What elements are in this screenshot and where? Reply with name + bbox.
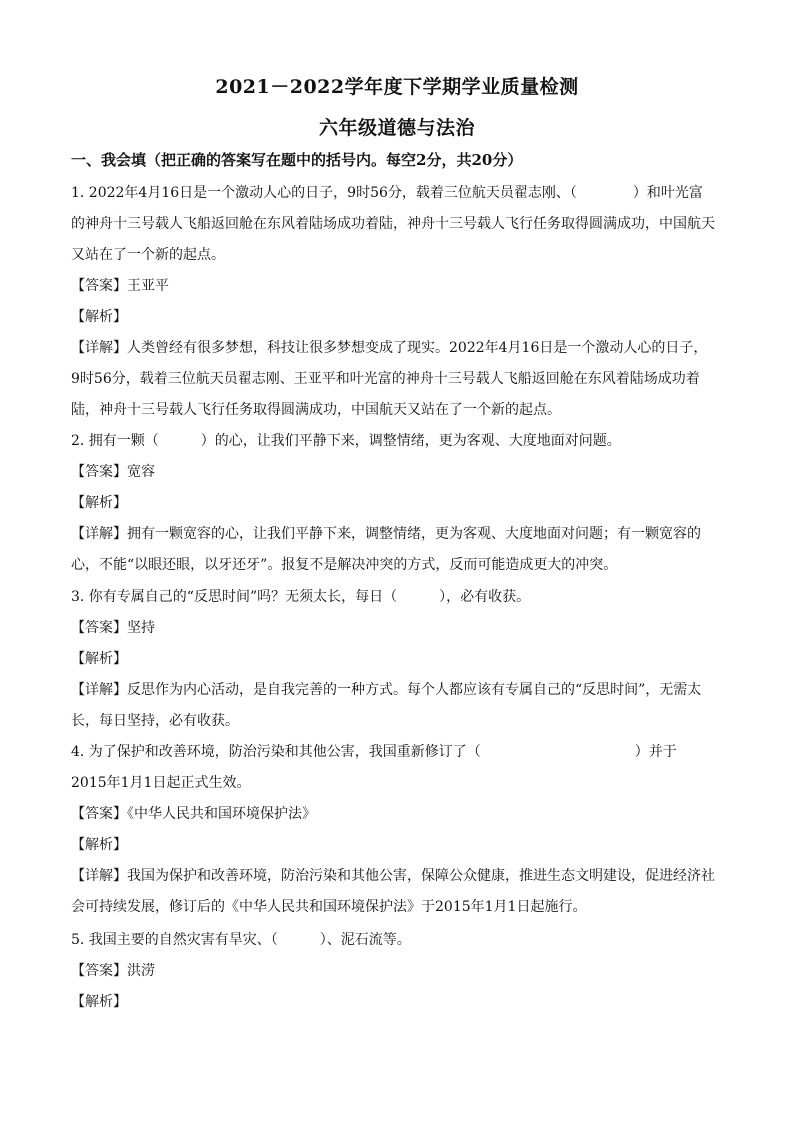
detail-tag: 【详解】 [71,340,127,356]
q1-detail-line-3: 陆，神舟十三号载人飞行任务取得圆满成功，中国航天又站在了一个新的起点。 [71,402,561,418]
answer-tag: 【答案】 [71,806,127,822]
q2-line-1: 2. 拥有一颗（ ）的心，让我们平静下来，调整情绪，更为客观、大度地面对问题。 [71,433,621,449]
q4-detail-line-2: 会可持续发展，修订后的《中华人民共和国环境保护法》于2015年1月1日起施行。 [71,899,587,915]
detail-tag: 【详解】 [71,868,127,884]
q2-analysis-tag: 【解析】 [71,495,127,511]
q4-line-1: 4. 为了保护和改善环境，防治污染和其他公害，我国重新修订了（ ）并于 [71,744,677,760]
detail-text: 反思作为内心活动，是自我完善的一种方式。每个人都应该有专属自己的“反思时间”，无需太 [127,682,702,698]
detail-tag: 【详解】 [71,526,127,542]
q1-analysis-tag: 【解析】 [71,309,127,325]
q5-answer [71,956,721,987]
q2-detail-line-1 [71,519,721,550]
answer-text: 洪涝 [127,963,155,979]
q1-detail-line-2: 9时56分，载着三位航天员翟志刚、王亚平和叶光富的神舟十三号载人飞船返回舱在东风着陆场成功着 [71,371,700,387]
answer-text: 坚持 [127,620,155,636]
section-heading: 一、我会填（把正确的答案写在题中的括号内。每空2分，共20分） [71,151,523,169]
q4-detail-line-1 [71,861,721,892]
page-subtitle: 六年级道德与法治 [318,117,475,139]
detail-text: 人类曾经有很多梦想，科技让很多梦想变成了现实。2022年4月16日是一个激动人心的日子， [127,340,708,356]
answer-text: 王亚平 [127,278,169,294]
answer-tag: 【答案】 [71,620,127,636]
q1-detail-line-1 [71,333,721,364]
q5-analysis-tag: 【解析】 [71,994,127,1010]
answer-tag: 【答案】 [71,278,127,294]
answer-tag: 【答案】 [71,464,127,480]
q1-line-2: 的神舟十三号载人飞船返回舱在东风着陆场成功着陆，神舟十三号载人飞行任务取得圆满成功，中国航天 [71,216,715,232]
q1-line-3: 又站在了一个新的起点。 [71,247,225,263]
q5-line-1: 5. 我国主要的自然灾害有旱灾、（ ）、泥石流等。 [71,932,411,948]
detail-text: 我国为保护和改善环境，防治污染和其他公害，保障公众健康，推进生态文明建设，促进经济社 [127,868,715,884]
q1-line-1: 1. 2022年4月16日是一个激动人心的日子，9时56分，载着三位航天员翟志刚、（ ）和叶光富 [71,185,703,201]
q1-answer [71,271,721,302]
q3-line-1: 3. 你有专属自己的“反思时间”吗？无须太长，每日（ ），必有收获。 [71,589,531,605]
q4-analysis-tag: 【解析】 [71,837,127,853]
q3-detail-line-1 [71,675,721,706]
q4-answer [71,799,721,830]
q2-answer [71,457,721,488]
answer-tag: 【答案】 [71,963,127,979]
q3-detail-line-2: 长，每日坚持，必有收获。 [71,713,239,729]
answer-text: 《中华人民共和国环境保护法》 [127,806,316,822]
q3-answer [71,613,721,644]
detail-text: 拥有一颗宽容的心，让我们平静下来，调整情绪，更为客观、大度地面对问题；有一颗宽容的 [127,526,701,542]
page-title: 2021－2022学年度下学期学业质量检测 [215,76,579,98]
q4-line-2: 2015年1月1日起正式生效。 [71,775,251,791]
answer-text: 宽容 [127,464,155,480]
q3-analysis-tag: 【解析】 [71,651,127,667]
detail-tag: 【详解】 [71,682,127,698]
q2-detail-line-2: 心，不能“以眼还眼，以牙还牙”。报复不是解决冲突的方式，反而可能造成更大的冲突。 [71,557,618,573]
